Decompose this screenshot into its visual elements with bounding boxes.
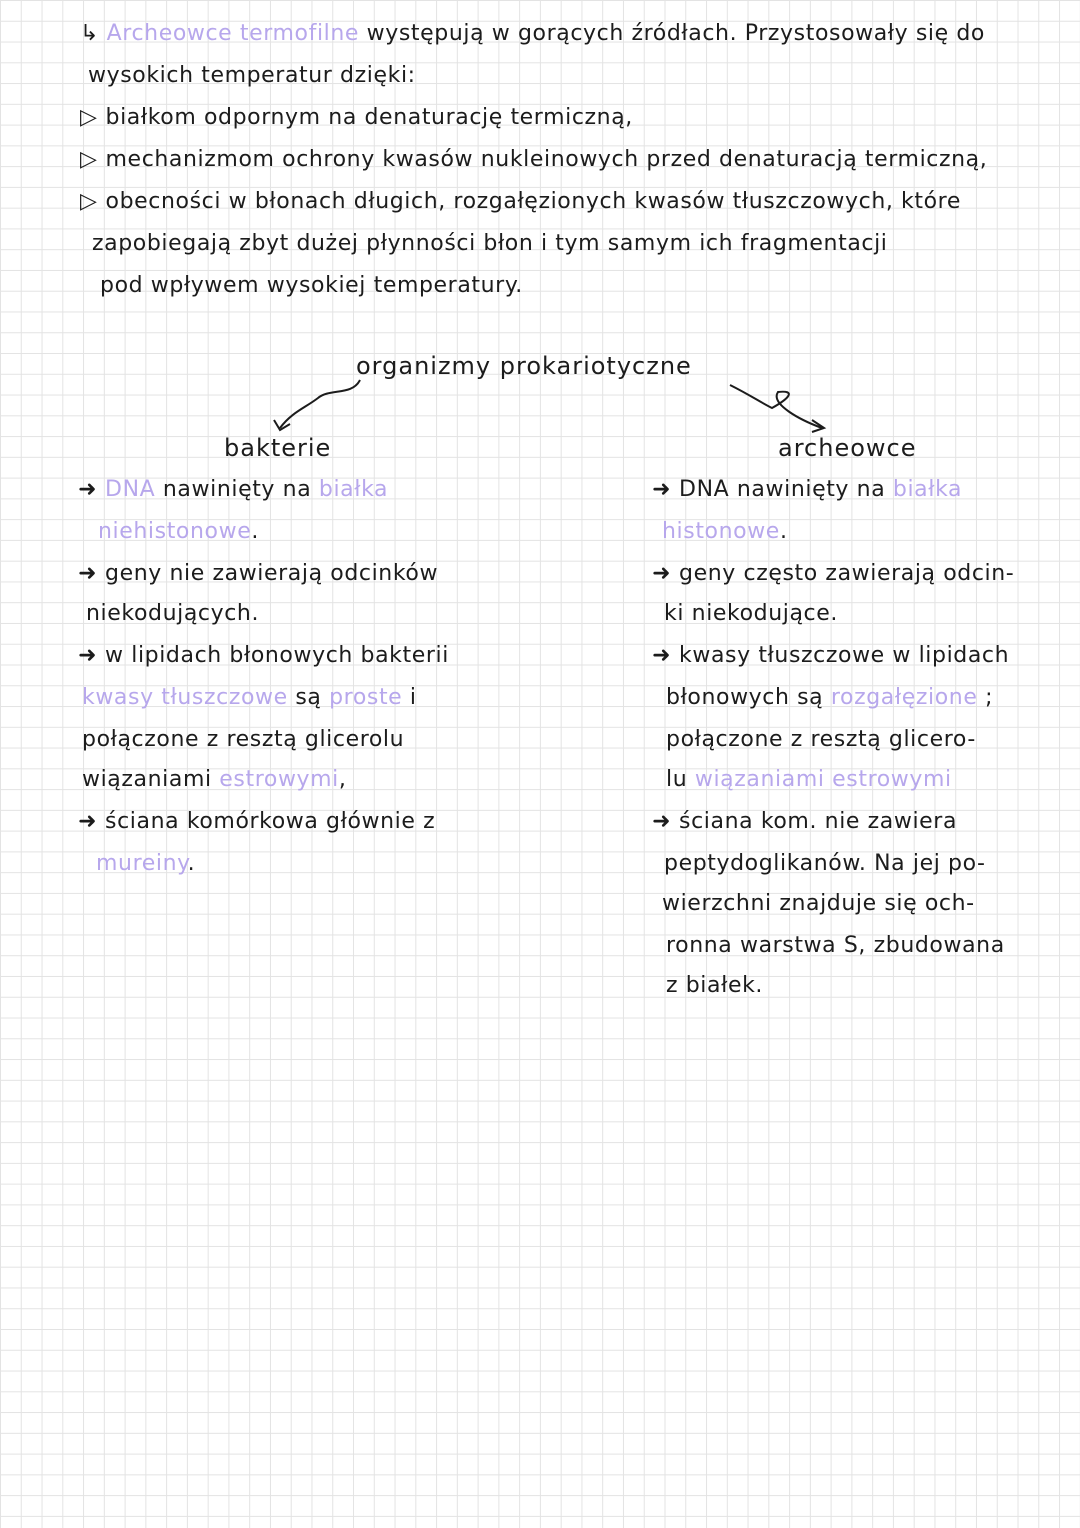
arrow-bullet-icon: ➜ bbox=[652, 643, 672, 668]
arrow-bullet-icon: ➜ bbox=[78, 809, 98, 834]
intro-highlight-term: Archeowce termofilne bbox=[106, 21, 360, 46]
triangle-bullet-icon: ▷ bbox=[80, 105, 98, 130]
archaea-item-4-line-3: wierzchni znajduje się och- bbox=[662, 891, 975, 916]
right-branch-arrow bbox=[730, 385, 822, 428]
intro-line-2: wysokich temperatur dzięki: bbox=[88, 63, 416, 88]
archaea-item-4-line-5: z białek. bbox=[666, 973, 764, 998]
bacteria-item-4-line-1: ➜ ściana komórkowa głównie z bbox=[78, 809, 436, 834]
bacteria-item-3-line-4: wiązaniami estrowymi, bbox=[82, 767, 347, 792]
archaea-item-3-line-2: błonowych są rozgałęzione ; bbox=[666, 685, 994, 710]
triangle-bullet-icon: ▷ bbox=[80, 147, 98, 172]
intro-bullet-3-line-3: pod wpływem wysokiej temperatury. bbox=[100, 273, 523, 298]
branch-arrows bbox=[0, 0, 1080, 460]
arrow-bullet-icon: ➜ bbox=[78, 477, 98, 502]
intro-bullet-3: ▷ obecności w błonach długich, rozgałęzionych kwasów tłuszczowych, które bbox=[80, 189, 961, 214]
bacteria-item-1-line-2: niehistonowe. bbox=[98, 519, 259, 544]
intro-bullet-1: ▷ białkom odpornym na denaturację termiczną, bbox=[80, 105, 633, 130]
archaea-heading: archeowce bbox=[778, 434, 917, 462]
intro-bullet-2: ▷ mechanizmom ochrony kwasów nukleinowych przed denaturacją termiczną, bbox=[80, 147, 988, 172]
archaea-item-4-line-1: ➜ ściana kom. nie zawiera bbox=[652, 809, 958, 834]
archaea-item-2-line-1: ➜ geny często zawierają odcin- bbox=[652, 561, 1015, 586]
bacteria-item-2-line-1: ➜ geny nie zawierają odcinków bbox=[78, 561, 439, 586]
archaea-item-2-line-2: ki niekodujące. bbox=[664, 601, 838, 626]
bacteria-item-4-line-2: mureiny. bbox=[96, 851, 196, 876]
left-branch-arrow bbox=[280, 380, 360, 428]
arrow-bullet-icon: ➜ bbox=[652, 561, 672, 586]
arrow-bullet-icon: ➜ bbox=[652, 809, 672, 834]
bacteria-item-3-line-1: ➜ w lipidach błonowych bakterii bbox=[78, 643, 449, 668]
arrow-bullet-icon: ➜ bbox=[78, 561, 98, 586]
archaea-item-3-line-4: lu wiązaniami estrowymi bbox=[666, 767, 952, 792]
intro-bullet-3-line-2: zapobiegają zbyt dużej płynności błon i tym samym ich fragmentacji bbox=[92, 231, 888, 256]
diagram-title: organizmy prokariotyczne bbox=[356, 352, 692, 380]
arrow-bullet-icon: ➜ bbox=[652, 477, 672, 502]
bacteria-item-1-line-1: ➜ DNA nawinięty na białka bbox=[78, 477, 389, 502]
return-arrow-icon: ↳ bbox=[80, 21, 100, 46]
archaea-item-1-line-2: histonowe. bbox=[662, 519, 788, 544]
triangle-bullet-icon: ▷ bbox=[80, 189, 98, 214]
bacteria-item-3-line-2: kwasy tłuszczowe są proste i bbox=[82, 685, 417, 710]
arrow-bullet-icon: ➜ bbox=[78, 643, 98, 668]
intro-line-1-text: występują w gorących źródłach. Przystosowały się do bbox=[359, 21, 985, 46]
archaea-item-1-line-1: ➜ DNA nawinięty na białka bbox=[652, 477, 963, 502]
archaea-item-3-line-3: połączone z resztą glicero- bbox=[666, 727, 976, 752]
archaea-item-4-line-2: peptydoglikanów. Na jej po- bbox=[664, 851, 986, 876]
archaea-item-4-line-4: ronna warstwa S, zbudowana bbox=[666, 933, 1005, 958]
bacteria-item-3-line-3: połączone z resztą glicerolu bbox=[82, 727, 405, 752]
archaea-item-3-line-1: ➜ kwasy tłuszczowe w lipidach bbox=[652, 643, 1010, 668]
bacteria-heading: bakterie bbox=[224, 434, 332, 462]
bacteria-item-2-line-2: niekodujących. bbox=[86, 601, 260, 626]
